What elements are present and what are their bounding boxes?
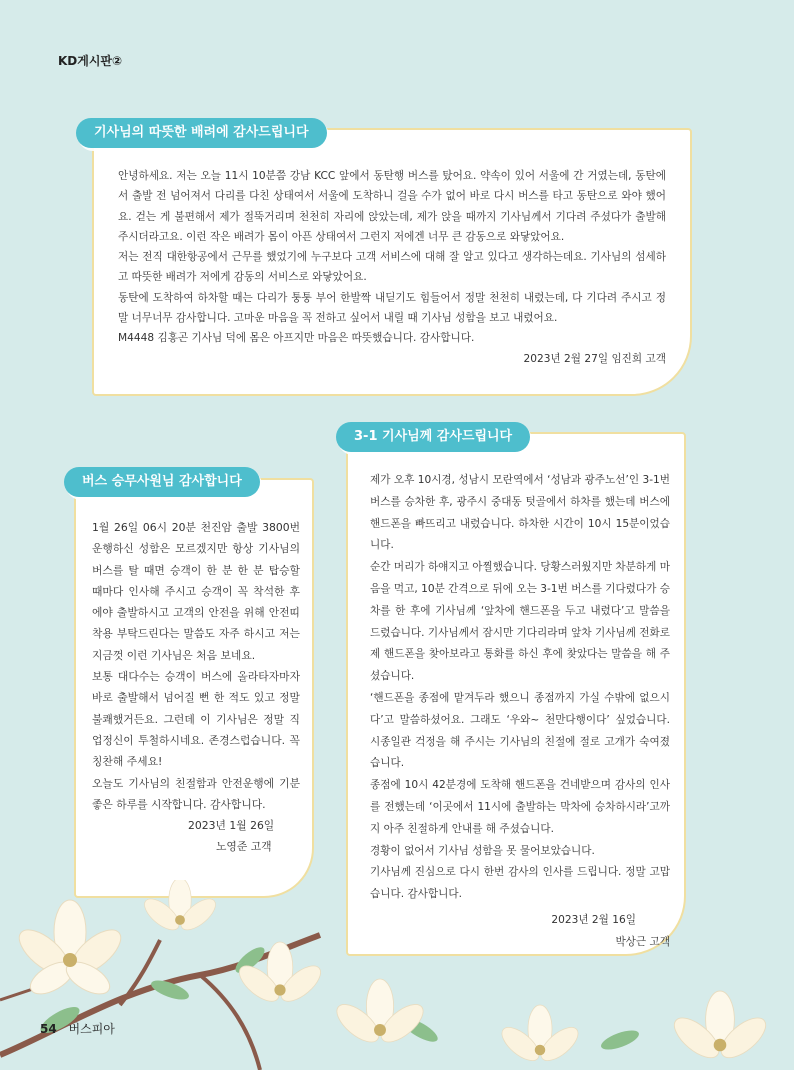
letter-1-title: 기사님의 따뜻한 배려에 감사드립니다 <box>76 118 327 148</box>
magnolia-branch-illustration <box>0 880 794 1070</box>
letter-2-body <box>92 517 300 858</box>
letter-2-paragraph: 보통 대다수는 승객이 버스에 올라타자마자 바로 출발해서 넘어질 뻔 한 적도 있고 정말 불쾌했거든요. 그런데 이 기사님은 정말 직업정신이 투철하시네요. 존경스럽습니다. 꼭 칭찬해 주세요! <box>92 670 300 769</box>
letter-1-paragraph: M4448 김홍곤 기사님 덕에 몸은 아프지만 마음은 따뜻했습니다. 감사합니다. <box>118 332 475 345</box>
letter-3-name: 박상근 고객 <box>615 935 670 948</box>
letter-2-name: 노영준 고객 <box>216 840 272 854</box>
letter-2-paragraph: 오늘도 기사님의 친절함과 안전운행에 기분 좋은 하루를 시작합니다. 감사합니다. <box>92 776 300 811</box>
letter-1-paragraph: 안녕하세요. 저는 오늘 11시 10분쯤 강남 KCC 앞에서 동탄행 버스를 탔어요. 약속이 있어 서울에 간 거였는데, 동탄에서 출발 전 넘어져서 다리를 다친 상태여서 서울에 도착하니 걸을 수가 없어 바로 다시 버스를 타고 동탄으로 와야 했어요. 걷는 게 불편해서 제가 절뚝거리며 천천히 자리에 앉았는데, 제가 앉을 때까지 기사님께서 기다려 주셨다가 출발해 주시더라고요. 이런 작은 배려가 몸이 아픈 상태여서 그런지 저에겐 너무 큰 감동으로 와닿았어요. <box>118 170 666 243</box>
letter-3-paragraph: 경황이 없어서 기사님 성함을 못 물어보았습니다. <box>370 844 595 857</box>
letter-3-paragraph: 종점에 10시 42분경에 도착해 핸드폰을 건네받으며 감사의 인사를 전했는데 ‘이곳에서 11시에 출발하는 막차에 승차하시라’고까지 아주 친절하게 안내를 해 주셨습니다. <box>370 779 670 835</box>
magazine-name: 버스피아 <box>68 1022 115 1036</box>
letter-3-title: 3-1 기사님께 감사드립니다 <box>336 422 530 452</box>
letter-3-paragraph: 순간 머리가 하얘지고 아찔했습니다. 당황스러웠지만 차분하게 마음을 먹고, 10분 간격으로 뒤에 오는 3-1번 버스를 기다렸다가 승차를 한 후에 기사님께 ‘앞차에 핸드폰을 두고 내렸다’고 말씀을 드렸습니다. 기사님께서 잠시만 기다리라며 앞차 기사님께 전화로 제 핸드폰을 찾아보라고 통화를 하신 후에 찾았다는 말씀을 해 주셨습니다. <box>370 561 670 683</box>
magnolia-flower-icon <box>12 880 772 1067</box>
letter-2-title: 버스 승무사원님 감사합니다 <box>64 467 260 497</box>
letter-1-paragraph: 저는 전직 대한항공에서 근무를 했었기에 누구보다 고객 서비스에 대해 잘 알고 있다고 생각하는데요. 기사님의 섬세하고 따뜻한 배려가 저에게 감동의 서비스로 와닿았어요. <box>118 251 666 284</box>
page-number: 54 <box>40 1022 57 1036</box>
letter-3-paragraph: 기사님께 진심으로 다시 한번 감사의 인사를 드립니다. 정말 고맙습니다. 감사합니다. <box>370 866 670 901</box>
letter-3-paragraph: 제가 오후 10시경, 성남시 모란역에서 ‘성남과 광주노선’인 3-1번 버스를 승차한 후, 광주시 중대동 텃골에서 하차를 했는데 버스에 핸드폰을 빠뜨리고 내렸습니다. 하차한 시간이 10시 15분이었습니다. <box>370 474 670 552</box>
letter-2-date: 2023년 1월 26일 <box>188 819 275 833</box>
letter-1-paragraph: 동탄에 도착하여 하차할 때는 다리가 퉁퉁 부어 한발짝 내딛기도 힘들어서 정말 천천히 내렸는데, 다 기다려 주시고 정말 너무너무 감사합니다. 고마운 마음을 꼭 전하고 싶어서 내릴 때 기사님 성함을 보고 내렸어요. <box>118 291 666 325</box>
letter-3-date: 2023년 2월 16일 <box>551 913 636 926</box>
section-header: KD게시판② <box>58 54 123 68</box>
page-footer <box>40 1020 115 1037</box>
letter-3-paragraph: ‘핸드폰을 종점에 맡겨두라 했으니 종점까지 가실 수밖에 없으시다’고 말씀하셨어요. 그래도 ‘우와~ 천만다행이다’ 싶었습니다. 시종일관 걱정을 해 주시는 기사님의 친절에 절로 고개가 숙여졌습니다. <box>370 691 670 770</box>
letter-2-paragraph: 1월 26일 06시 20분 천진암 출발 3800번 운행하신 성함은 모르겠지만 항상 기사님의 버스를 탈 때면 승객이 한 분 한 분 탑승할 때마다 인사해 주시고 승객이 꼭 착석한 후에야 출발하시고 고객의 안전을 위해 안전띠 착용 부탁드린다는 말씀도 자주 하시고 저는 지금껏 이런 기사님은 처음 보네요. <box>92 521 300 662</box>
letter-1-signature: 2023년 2월 27일 임진희 고객 <box>523 352 666 365</box>
letter-1-body <box>118 166 666 369</box>
